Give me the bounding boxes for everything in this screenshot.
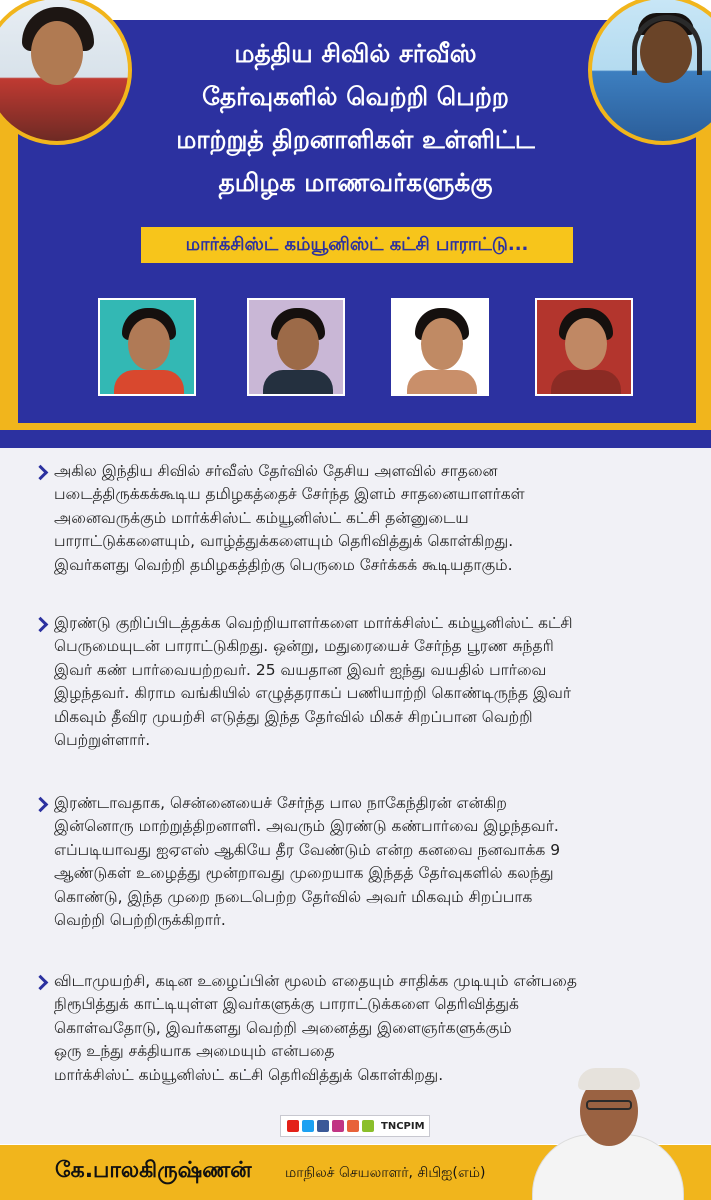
paragraph-line: இரண்டாவதாக, சென்னையைச் சேர்ந்த பால நாகேந்திரன் என்கிற <box>54 794 507 812</box>
chevron-right-icon <box>35 798 49 812</box>
paragraph-line: பாராட்டுக்களையும், வாழ்த்துக்களையும் தெரிவித்துக் கொள்கிறது. <box>54 532 514 551</box>
paragraph-line: கொள்வதோடு, இவர்களது வெற்றி அனைத்து இளைஞர்களுக்கும் <box>54 1018 512 1037</box>
telegram-icon <box>362 1120 374 1132</box>
paragraph-line: இவர்களது வெற்றி தமிழகத்திற்கு பெருமை சேர்க்கக் கூடியதாகும். <box>54 555 513 574</box>
paragraph-line: இழந்தவர். கிராம வங்கியில் எழுத்தராகப் பணியாற்றி கொண்டிருந்த இவர் <box>54 684 571 703</box>
paragraph-line: விடாமுயற்சி, கடின உழைப்பின் மூலம் எதையும் சாதிக்க முடியும் என்பதை <box>54 972 577 990</box>
headline-line: தமிழக மாணவர்களுக்கு <box>218 168 493 197</box>
headline-line: மாற்றுத் திறனாளிகள் உள்ளிட்ட <box>176 125 535 154</box>
social-handle: TNCPIM <box>381 1120 425 1132</box>
student-photo-1 <box>98 298 196 396</box>
chevron-right-icon <box>35 466 49 480</box>
paragraph-line: படைத்திருக்கக்கூடிய தமிழகத்தைச் சேர்ந்த இளம் சாதனையாளர்கள் <box>54 485 525 504</box>
glasses-icon <box>586 1100 632 1110</box>
youtube-icon <box>287 1120 299 1132</box>
paragraph-line: ஒரு உந்து சக்தியாக அமையும் என்பதை <box>54 1042 335 1061</box>
headline-line: மத்திய சிவில் சர்வீஸ் <box>234 39 477 68</box>
paragraph-line: இவர் கண் பார்வையற்றவர். 25 வயதான இவர் ஐந்து வயதில் பார்வை <box>54 660 547 679</box>
paragraph-line: இன்னொரு மாற்றுத்திறனாளி. அவரும் இரண்டு கண்பார்வை இழந்தவர். <box>54 817 559 836</box>
chevron-right-icon <box>35 976 49 990</box>
banner: மார்க்சிஸ்ட் கம்யூனிஸ்ட் கட்சி பாராட்டு... <box>141 227 573 263</box>
paragraph-line: அகில இந்திய சிவில் சர்வீஸ் தேர்வில் தேசிய அளவில் சாதனை <box>54 462 498 480</box>
paragraph-line: பெற்றுள்ளார். <box>54 731 151 750</box>
paragraph-line: நிரூபித்துக் காட்டியுள்ள இவர்களுக்கு பாராட்டுக்களை தெரிவித்துக் <box>54 995 519 1014</box>
student-photo-2 <box>247 298 345 396</box>
website-icon <box>347 1120 359 1132</box>
signatory-portrait <box>520 1062 690 1200</box>
paragraph-line: பெருமையுடன் பாராட்டுகிறது. ஒன்று, மதுரையைச் சேர்ந்த பூரண சுந்தரி <box>54 637 554 656</box>
social-handle-bar <box>280 1115 430 1137</box>
instagram-icon <box>332 1120 344 1132</box>
facebook-icon <box>317 1120 329 1132</box>
paragraph-line: ஆண்டுகள் உழைத்து மூன்றாவது முறையாக இந்தத் தேர்வுகளில் கலந்து <box>54 864 554 883</box>
paragraph-line: அனைவருக்கும் மார்க்சிஸ்ட் கம்யூனிஸ்ட் கட்சி தன்னுடைய <box>54 508 469 527</box>
student-photo-3 <box>391 298 489 396</box>
twitter-icon <box>302 1120 314 1132</box>
signatory-name: கே.பாலகிருஷ்ணன் <box>55 1158 252 1183</box>
headline <box>0 32 711 204</box>
chevron-right-icon <box>35 618 49 632</box>
student-photo-4 <box>535 298 633 396</box>
paragraph-line: இரண்டு குறிப்பிடத்தக்க வெற்றியாளர்களை மார்க்சிஸ்ட் கம்யூனிஸ்ட் கட்சி <box>54 614 573 632</box>
headline-line: தேர்வுகளில் வெற்றி பெற்ற <box>202 82 509 111</box>
paragraph-line: மார்க்சிஸ்ட் கம்யூனிஸ்ட் கட்சி தெரிவித்துக் கொள்கிறது. <box>54 1065 444 1084</box>
paragraph-line: வெற்றி பெற்றிருக்கிறார். <box>54 911 226 930</box>
paragraph-line: எப்படியாவது ஐஏஎஸ் ஆகியே தீர வேண்டும் என்ற கனவை நனவாக்க 9 <box>54 840 561 859</box>
paragraph-line: கொண்டு, இந்த முறை நடைபெற்ற தேர்வில் அவர் மிகவும் சிறப்பாக <box>54 887 533 906</box>
signatory-role: மாநிலச் செயலாளர், சிபிஐ(எம்) <box>285 1165 486 1181</box>
paragraph-line: மிகவும் தீவிர முயற்சி எடுத்து இந்த தேர்வில் மிகச் சிறப்பான வெற்றி <box>54 707 533 726</box>
